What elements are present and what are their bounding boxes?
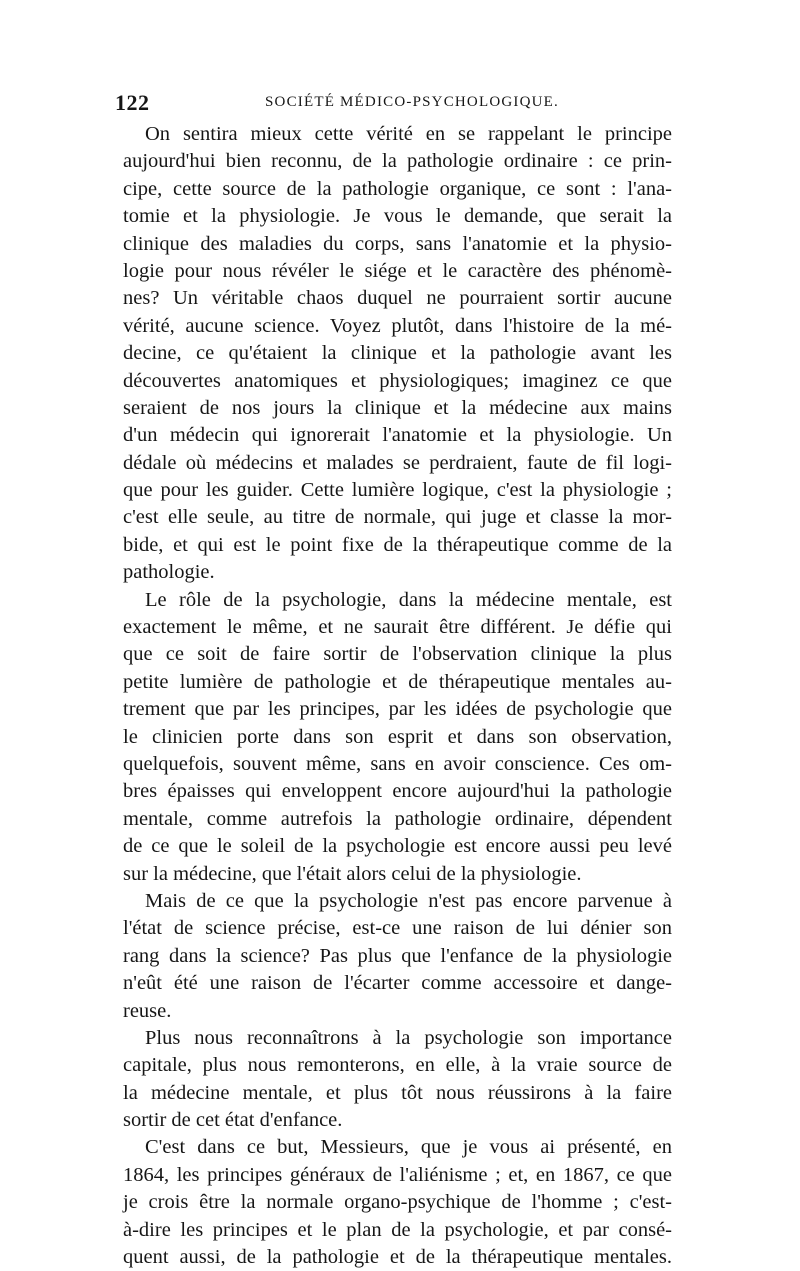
text-line: reuse. [123, 999, 172, 1022]
body-text [123, 121, 672, 1271]
text-line: nes? Un véritable chaos duquel ne pourraient sortir aucune [123, 287, 672, 310]
text-line: la médecine mentale, et plus tôt nous réussirons à la faire [123, 1081, 672, 1104]
text-line: bide, et qui est le point fixe de la thérapeutique comme de la [123, 533, 672, 556]
text-line: quent aussi, de la pathologie et de la thérapeutique mentales. [123, 1246, 672, 1269]
text-line: Plus nous reconnaîtrons à la psychologie son importance [145, 1026, 672, 1049]
text-line: sur la médecine, que l'était alors celui de la physiologie. [123, 862, 582, 885]
text-line: decine, ce qu'étaient la clinique et la pathologie avant les [123, 342, 672, 365]
text-line: à-dire les principes et le plan de la psychologie, et par consé- [123, 1218, 672, 1241]
text-line: bres épaisses qui enveloppent encore aujourd'hui la pathologie [123, 780, 672, 803]
text-line: aujourd'hui bien reconnu, de la pathologie ordinaire : ce prin- [123, 150, 672, 173]
text-line: n'eût été une raison de l'écarter comme accessoire et dange- [123, 972, 672, 995]
page-number: 122 [115, 90, 150, 115]
running-title: SOCIÉTÉ MÉDICO-PSYCHOLOGIQUE. [265, 94, 559, 110]
text-line: trement que par les principes, par les idées de psychologie que [123, 698, 672, 721]
text-line: je crois être la normale organo-psychique de l'homme ; c'est- [123, 1191, 672, 1214]
text-line: le clinicien porte dans son esprit et dans son observation, [123, 725, 672, 748]
text-line: pathologie. [123, 561, 215, 584]
text-line: capitale, plus nous remonterons, en elle, à la vraie source de [123, 1054, 672, 1077]
text-line: dédale où médecins et malades se perdraient, faute de fil logi- [123, 451, 672, 474]
text-line: vérité, aucune science. Voyez plutôt, dans l'histoire de la mé- [123, 314, 672, 337]
text-line: d'un médecin qui ignorerait l'anatomie et la physiologie. Un [123, 424, 672, 447]
text-line: 1864, les principes généraux de l'aliénisme ; et, en 1867, ce que [123, 1163, 672, 1186]
text-line: rang dans la science? Pas plus que l'enfance de la physiologie [123, 944, 672, 967]
text-line: cipe, cette source de la pathologie organique, ce sont : l'ana- [123, 177, 672, 200]
text-line: c'est elle seule, au titre de normale, qui juge et classe la mor- [123, 506, 672, 529]
text-line: quelquefois, souvent même, sans en avoir conscience. Ces om- [123, 752, 672, 775]
text-line: tomie et la physiologie. Je vous le demande, que serait la [123, 205, 672, 228]
text-line: Le rôle de la psychologie, dans la médecine mentale, est [145, 588, 672, 611]
text-line: sortir de cet état d'enfance. [123, 1109, 343, 1132]
text-line: C'est dans ce but, Messieurs, que je vous ai présenté, en [145, 1136, 672, 1159]
text-line: exactement le même, et ne saurait être différent. Je défie qui [123, 616, 672, 639]
text-line: On sentira mieux cette vérité en se rappelant le principe [145, 123, 672, 145]
text-line: mentale, comme autrefois la pathologie ordinaire, dépendent [123, 807, 672, 830]
running-head [115, 90, 675, 116]
text-line: petite lumière de pathologie et de thérapeutique mentales au- [123, 670, 672, 693]
text-line: Mais de ce que la psychologie n'est pas encore parvenue à [145, 889, 672, 912]
text-line: logie pour nous révéler le siége et le caractère des phénomè- [123, 259, 672, 282]
text-line: de ce que le soleil de la psychologie est encore aussi peu levé [123, 835, 672, 858]
text-line: que ce soit de faire sortir de l'observation clinique la plus [123, 643, 672, 666]
text-line: l'état de science précise, est-ce une raison de lui dénier son [123, 917, 672, 940]
text-line: seraient de nos jours la clinique et la médecine aux mains [123, 396, 672, 419]
text-line: découvertes anatomiques et physiologiques; imaginez ce que [123, 369, 672, 392]
text-line: clinique des maladies du corps, sans l'anatomie et la physio- [123, 232, 672, 255]
text-line: que pour les guider. Cette lumière logique, c'est la physiologie ; [123, 479, 672, 502]
